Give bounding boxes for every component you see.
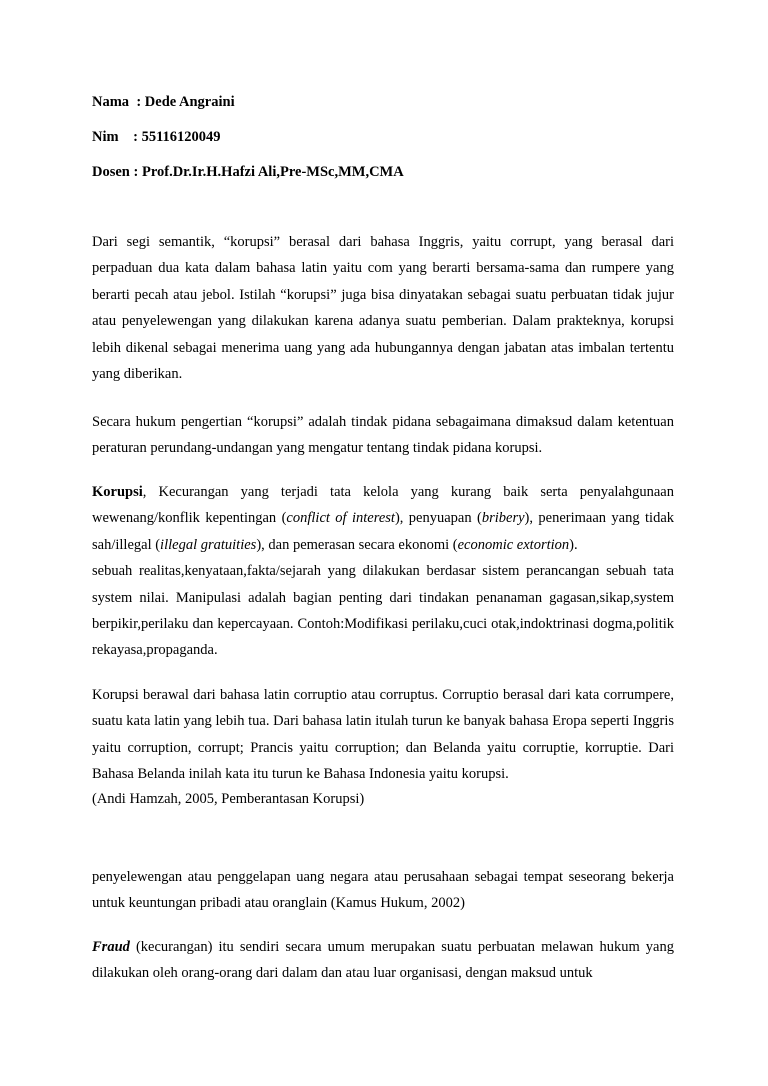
p3-text-6: sebuah realitas,kenyataan,fakta/sejarah yang dilakukan berdasar sistem perancangan sebuah tata system nilai. Manipulasi adalah bagian penting dari tindakan penanaman gagasan,sikap,system berpikir,perilaku dan kepercayaan. Contoh:Modifikasi perilaku,cuci otak,indoktrinasi dogma,politik rekayasa,propaganda.	[92, 563, 674, 659]
nama-separator: :	[129, 94, 145, 110]
header-nama	[92, 93, 235, 111]
p3-text-2: ), penyuapan (	[394, 510, 482, 527]
p3-text-3: ), penerimaan yang tidak sah/illegal (	[92, 510, 675, 553]
header-dosen	[92, 163, 404, 181]
p3-text-1: , Kecurangan yang terjadi tata kelola yang kurang baik serta penyalahgunaan wewenang/konflik kepentingan (	[92, 484, 674, 527]
p3-text-4: ), dan pemerasan secara ekonomi (	[256, 536, 458, 553]
p3-italic-bribery: bribery	[481, 510, 525, 527]
nim-label: Nim	[92, 129, 119, 145]
paragraph-hukum: Secara hukum pengertian “korupsi” adalah tindak pidana sebagaimana dimaksud dalam ketentuan peraturan perundang-undangan yang mengatur tentang tindak pidana korupsi.	[92, 414, 674, 457]
nim-separator: :	[118, 129, 142, 145]
p6-text: (kecurangan) itu sendiri secara umum merupakan suatu perbuatan melawan hukum yang dilakukan oleh orang-orang dari dalam dan atau luar organisasi, dengan maksud untuk	[92, 939, 674, 982]
p3-italic-gratuities: illegal gratuities	[160, 536, 257, 553]
paragraph-semantik: Dari segi semantik, “korupsi” berasal dari bahasa Inggris, yaitu corrupt, yang berasal dari perpaduan dua kata dalam bahasa latin yaitu com yang berarti bersama-sama dan rumpere yang berarti pecah atau jebol. Istilah “korupsi” juga bisa dinyatakan sebagai suatu perbuatan tidak jujur atau penyelewengan yang dilakukan karena adanya suatu pemberian. Dalam prakteknya, korupsi lebih dikenal sebagai menerima uang yang ada hubungannya dengan jabatan atas imbalan tertentu yang diberikan.	[92, 234, 674, 383]
nim-value: 55116120049	[141, 129, 221, 145]
p3-italic-extortion: economic extortion	[457, 536, 570, 553]
header-nim	[92, 128, 221, 146]
dosen-label: Dosen	[92, 164, 130, 180]
p4-citation: (Andi Hamzah, 2005, Pemberantasan Korupsi)	[92, 790, 365, 807]
p3-italic-conflict: conflict of interest	[286, 510, 395, 527]
nama-value: Dede Angraini	[144, 94, 235, 110]
p4-text: Korupsi berawal dari bahasa latin corruptio atau corruptus. Corruptio berasal dari kata corrumpere, suatu kata latin yang lebih tua. Dari bahasa latin itulah turun ke banyak bahasa Eropa seperti Inggris yaitu corruption, corrupt; Prancis yaitu corruption; dan Belanda yaitu corruptie, korruptie. Dari Bahasa Belanda inilah kata itu turun ke Bahasa Indonesia yaitu korupsi.	[92, 687, 674, 783]
paragraph-penyelewengan: penyelewengan atau penggelapan uang negara atau perusahaan sebagai tempat seseorang bekerja untuk keuntungan pribadi atau oranglain (Kamus Hukum, 2002)	[92, 869, 674, 912]
paragraph-etimologi	[92, 682, 674, 810]
dosen-value: Prof.Dr.Ir.H.Hafzi Ali,Pre-MSc,MM,CMA	[141, 164, 404, 180]
paragraph-fraud	[92, 934, 674, 987]
p3-text-5: ).	[569, 536, 578, 553]
nama-label: Nama	[92, 94, 130, 110]
term-fraud: Fraud	[92, 939, 130, 955]
paragraph-korupsi-definition	[92, 479, 674, 664]
term-korupsi: Korupsi	[92, 484, 143, 500]
dosen-separator: :	[129, 164, 142, 180]
